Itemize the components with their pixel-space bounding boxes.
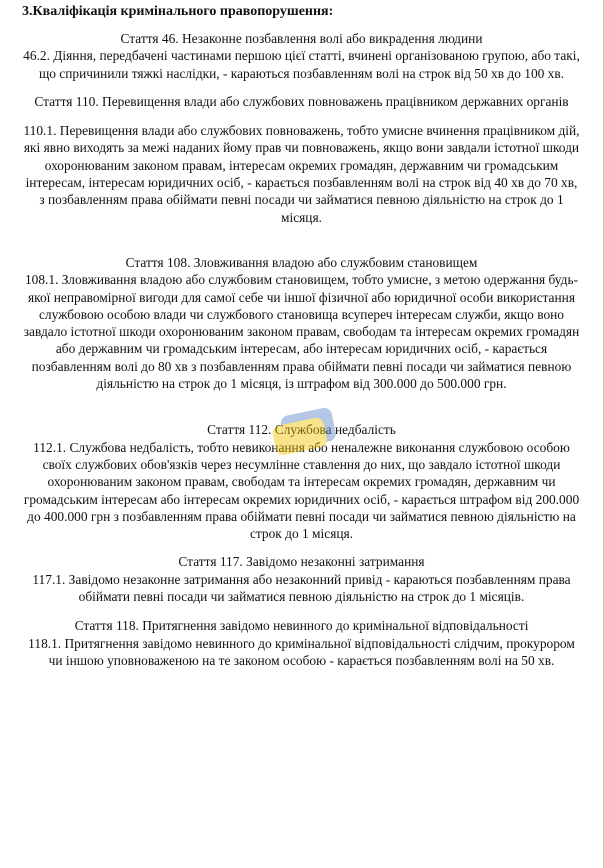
article-110 [22, 93, 581, 226]
article-112 [22, 421, 581, 542]
article-112-body: 112.1. Службова недбалість, тобто невиконання або неналежне виконання службовою особою своїх службових обов'язків через несумлінне ставлення до них, що завдало істотної шкоди охоронюваним законом правам, свободам та інтересам окремих громадян, державним чи громадським інтересам або інтересам окремих юридичних осіб, - карається штрафом від 200.000 до 400.000 грн з позбавленням права обіймати певні посади чи займатися певною діяльністю на строк до 1 місяця. [23, 439, 580, 542]
article-117-title: Стаття 117. Завідомо незаконні затримання [178, 554, 425, 570]
article-117 [22, 553, 581, 605]
article-118 [22, 617, 581, 669]
article-110-body: 110.1. Перевищення влади або службових повноважень, тобто умисне вчинення працівником дій, які явно виходять за межі наданих йому прав чи повноважень, якщо вони завдали істотної шкоди охоронюваним законом правам, інтересам окремих громадян, державним чи громадським інтересам, інтересам юридичних осіб, - карається позбавленням волі на строк від 40 хв до 70 хв, з позбавленням права обіймати певні посади чи займатися певною діяльністю на строк до 1 місяця. [23, 123, 580, 225]
article-118-body: 118.1. Притягнення завідомо невинного до кримінальної відповідальності слідчим, прокурором чи іншою уповноваженою на те законом особою - карається позбавленням волі на 50 хв. [28, 635, 575, 668]
section-heading: 3.Кваліфікація кримінального правопорушення: [22, 4, 334, 19]
article-108 [22, 254, 581, 392]
article-110-title: Стаття 110. Перевищення влади або службових повноважень працівником державних органів [34, 93, 569, 109]
article-46-title: Стаття 46. Незаконне позбавлення волі або викрадення людини [120, 31, 483, 46]
article-46-body: 46.2. Діяння, передбачені частинами першою цієї статті, вчинені організованою групою, або такі, що спричинили тяжкі наслідки, - караються позбавленням волі на строк від 50 хв до 100 хв. [23, 48, 580, 81]
article-117-body: 117.1. Завідомо незаконне затримання або незаконний привід - караються позбавленням права обіймати певні посади чи займатися певною діяльністю на строк до 1 місяців. [32, 571, 571, 605]
article-118-title: Стаття 118. Притягнення завідомо невинного до кримінальної відповідальності [74, 618, 529, 634]
article-108-title: Стаття 108. Зловживання владою або службовим становищем [125, 254, 478, 270]
article-112-title: Стаття 112. Службова недбалість [207, 422, 396, 438]
article-108-body: 108.1. Зловживання владою або службовим становищем, тобто умисне, з метою одержання будь-якої неправомірної вигоди для самої себе чи іншої фізичної або юридичної особи використання службовою особою влади чи службового становища всупереч інтересам служби, якщо воно завдало істотної шкоди охоронюваним законом правам, свободам та інтересам окремих громадян або державним чи громадським інтересам, або інтересам юридичних осіб, - карається позбавленням волі до 80 хв з позбавленням права обіймати певні посади чи займатися певною діяльністю на строк до 1 місяця, із штрафом від 300.000 до 500.000 грн. [23, 272, 580, 392]
article-46 [22, 30, 581, 82]
